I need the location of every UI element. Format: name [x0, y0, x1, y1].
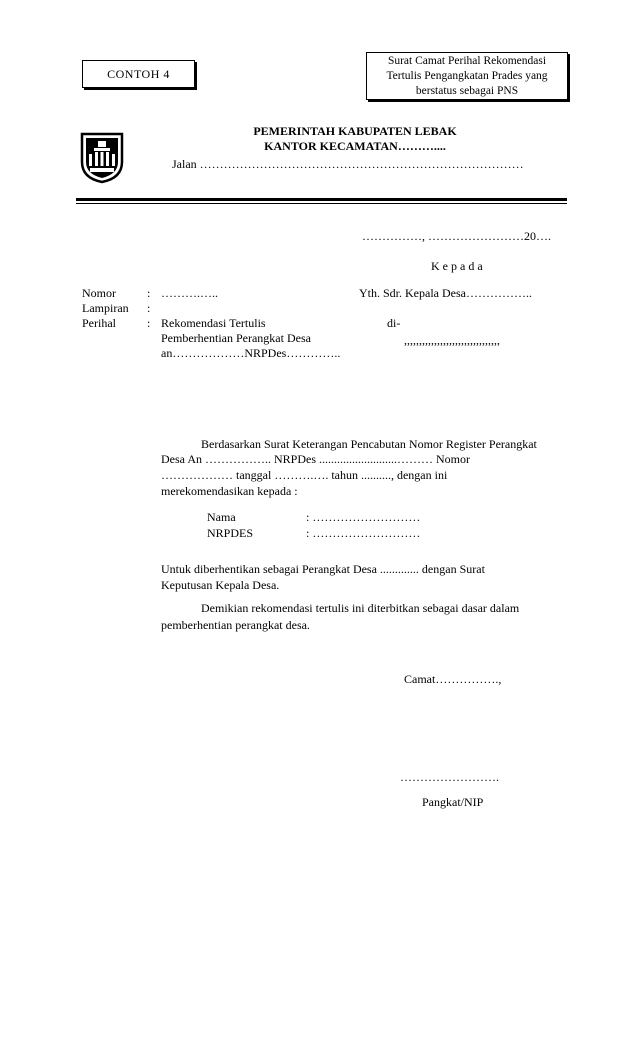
note-line-1: Surat Camat Perihal Rekomendasi — [387, 55, 547, 67]
perihal-colon: : — [147, 316, 151, 330]
recipient-line-3: ,,,,,,,,,,,,,,,,,,,,,,,,,,,,,,,, — [404, 333, 500, 347]
perihal-line-2: Pemberhentian Perangkat Desa — [161, 331, 311, 345]
body-para3-line-1: Demikian rekomendasi tertulis ini diterbitkan sebagai dasar dalam — [201, 601, 520, 615]
government-name: PEMERINTAH KABUPATEN LEBAK — [253, 124, 457, 138]
nrpdes-label: NRPDES — [207, 526, 254, 540]
example-number-label: CONTOH 4 — [107, 66, 170, 81]
nomor-colon: : — [147, 286, 151, 300]
letterhead-thin-rule — [76, 203, 567, 204]
body-para1-line-3: ……………… tanggal ……….…. tahun .........., dengan ini — [161, 468, 448, 482]
signatory-name: ……………………. — [400, 770, 499, 784]
office-address: Jalan ……………………………………………………………………… — [172, 157, 524, 171]
letterhead-thick-rule — [76, 198, 567, 201]
regency-emblem-icon — [78, 132, 126, 184]
example-number-box — [82, 60, 195, 88]
lampiran-label: Lampiran — [82, 301, 129, 315]
lampiran-colon: : — [147, 301, 151, 315]
signatory-rank-nip: Pangkat/NIP — [422, 795, 484, 809]
body-para2-line-2: Keputusan Kepala Desa. — [161, 578, 280, 592]
recipient-line-2: di- — [387, 316, 401, 330]
note-line-3: berstatus sebagai PNS — [415, 85, 519, 97]
body-para1-line-1: Berdasarkan Surat Keterangan Pencabutan Nomor Register Perangkat — [201, 437, 537, 451]
body-para3-line-2: pemberhentian perangkat desa. — [161, 618, 310, 632]
letter-type-note — [366, 52, 568, 100]
body-para1-line-4: merekomendasikan kepada : — [161, 484, 298, 498]
nomor-value: ……….….. — [161, 286, 218, 300]
perihal-label: Perihal — [82, 316, 116, 330]
nama-value: : ……………………… — [306, 510, 421, 524]
perihal-line-3: an………………NRPDes………….. — [161, 346, 341, 360]
addressed-to-heading: K e p a d a — [431, 259, 483, 273]
signatory-title: Camat……………., — [404, 672, 502, 686]
nomor-label: Nomor — [82, 286, 116, 300]
nama-label: Nama — [207, 510, 236, 524]
nrpdes-value: : ……………………… — [306, 526, 421, 540]
body-para2-line-1: Untuk diberhentikan sebagai Perangkat Desa ............. dengan Surat — [161, 562, 485, 576]
date-line: ……………, ……………………20…. — [362, 229, 551, 243]
body-para1-line-2: Desa An …………….. NRPDes ..........................……… Nomor — [161, 452, 470, 466]
office-name: KANTOR KECAMATAN……….... — [264, 139, 446, 153]
perihal-line-1: Rekomendasi Tertulis — [161, 316, 266, 330]
note-line-2: Tertulis Pengangkatan Prades yang — [386, 70, 548, 82]
recipient-line-1: Yth. Sdr. Kepala Desa…………….. — [359, 286, 532, 300]
